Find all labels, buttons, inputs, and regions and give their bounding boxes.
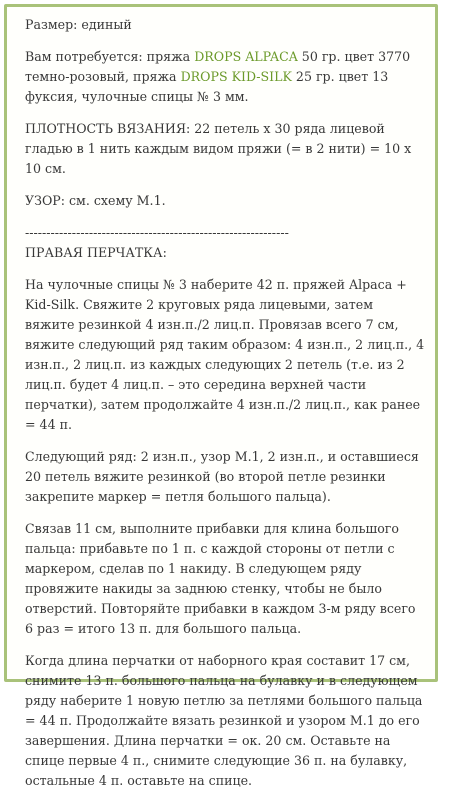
paragraph-4: Когда длина перчатки от наборного края составит 17 см, снимите 13 п. большого пальца на булавку и в следующем ряду наберите 1 новую петлю за петлями большого пальца = 44 п. Продолжайте вязать резинкой и узором М.1 до его завершения. Длина перчатки = ок. 20 см. Оставьте на спице первые 4 п., снимите следующие 36 п. на булавку, остальные 4 п. оставьте на спице. — [25, 653, 423, 788]
materials-text: Вам потребуется: пряжа — [25, 49, 195, 64]
document-body — [25, 15, 425, 803]
materials-paragraph — [25, 47, 425, 107]
paragraph-3: Связав 11 см, выполните прибавки для клина большого пальца: прибавьте по 1 п. с каждой стороны от петли с маркером, сделав по 1 накиду. В следующем ряду провяжите накиды за заднюю стенку, чтобы не было отверстий. Повторяйте прибавки в каждом 3-м ряду всего 6 раз = итого 13 п. для большого пальца. — [25, 521, 416, 636]
yarn-link-alpaca[interactable]: DROPS ALPACA — [194, 49, 298, 64]
materials-text: 25 гр. цвет 13 фуксия, чулочные спицы № 3 мм. — [25, 69, 389, 104]
paragraph-1: На чулочные спицы № 3 наберите 42 п. пряжей Alpaca + Kid-Silk. Свяжите 2 круговых ряда лицевыми, затем вяжите резинкой 4 изн.п./2 лиц.п. Провязав всего 7 см, вяжите следующий ряд таким образом: 4 изн.п., 2 лиц.п., 4 изн.п., 2 лиц.п. из каждых следующих 2 петель (т.е. из 2 лиц.п. будет 4 лиц.п. – это середина верхней части перчатки), затем продолжайте 4 изн.п./2 лиц.п., как ранее = 44 п. — [25, 277, 425, 432]
materials-text: 50 гр. цвет 3770 темно-розовый, пряжа — [25, 49, 411, 84]
separator-line: -------------------------------------------------------------- — [25, 225, 289, 240]
page-frame — [4, 4, 438, 788]
density-paragraph: ПЛОТНОСТЬ ВЯЗАНИЯ: 22 петель х 30 ряда лицевой гладью в 1 нить каждым видом пряжи (= в 2 нити) = 10 х 10 см. — [25, 121, 412, 176]
pattern-paragraph: УЗОР: см. схему М.1. — [25, 193, 166, 208]
yarn-link-kid-silk[interactable]: DROPS KID-SILK — [180, 69, 292, 84]
section-title: ПРАВАЯ ПЕРЧАТКА: — [25, 245, 167, 260]
paragraph-2: Следующий ряд: 2 изн.п., узор М.1, 2 изн.п., и оставшиеся 20 петель вяжите резинкой (во второй петле резинки закрепите маркер = петля большого пальца). — [25, 449, 419, 504]
size-line: Размер: единый — [25, 17, 132, 32]
